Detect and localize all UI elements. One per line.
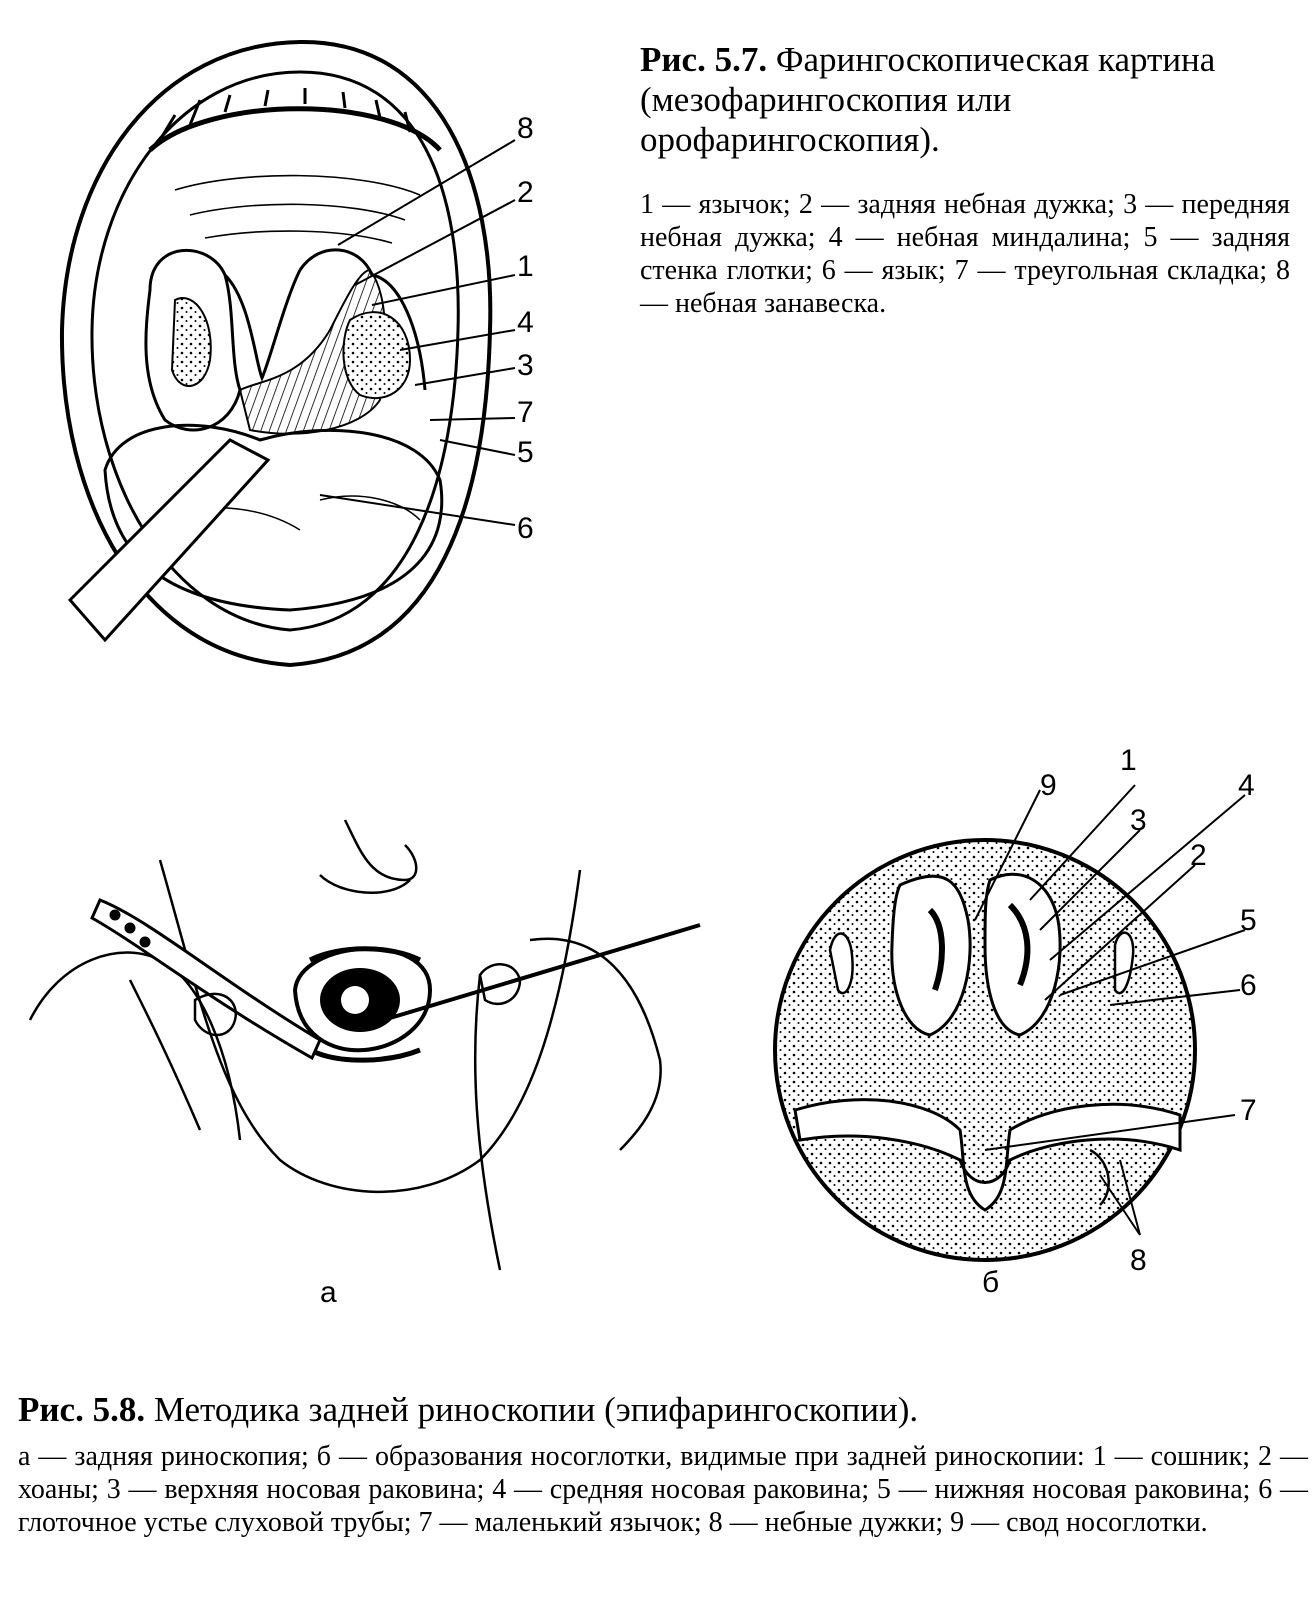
panel-a-label: а bbox=[320, 1276, 337, 1309]
fig58-callout-3: 3 bbox=[1130, 804, 1147, 837]
fig57-callout-3: 3 bbox=[517, 349, 534, 382]
fig58-callout-5: 5 bbox=[1240, 904, 1257, 937]
fig58-title: Методика задней риноскопии (эпифарингоскопии). bbox=[153, 1390, 919, 1429]
rhinoscopy-technique-illustration bbox=[30, 820, 700, 1270]
spatula bbox=[92, 900, 320, 1058]
fig57-callout-8: 8 bbox=[517, 112, 534, 145]
fig57-number: Рис. 5.7. bbox=[640, 40, 768, 79]
fig58-callout-1: 1 bbox=[1120, 744, 1137, 777]
fig58-callout-4: 4 bbox=[1238, 769, 1255, 802]
fig58-callout-6: 6 bbox=[1240, 969, 1257, 1002]
fig58-callout-9: 9 bbox=[1040, 769, 1057, 802]
panel-b-label: б bbox=[982, 1266, 1000, 1299]
fig57-caption-title bbox=[640, 40, 1290, 160]
fig57-callout-7: 7 bbox=[517, 396, 534, 429]
tongue-depressor bbox=[70, 440, 268, 640]
fig58-number: Рис. 5.8. bbox=[18, 1390, 146, 1429]
fig57-callout-5: 5 bbox=[517, 436, 534, 469]
fig57-callout-2: 2 bbox=[517, 176, 534, 209]
fig58-callout-2: 2 bbox=[1190, 839, 1207, 872]
fig58-legend: а — задняя риноскопия; б — образования носоглотки, видимые при задней риноскопии: 1 — сошник; 2 — хоаны; 3 — верхняя носовая раковина; 4 — средняя носовая раковина; 5 — нижняя носовая раковина; 6 — глоточное устье слуховой трубы; 7 — маленький язычок; 8 — небные дужки; 9 — свод носоглотки. bbox=[18, 1441, 1308, 1538]
fig58-callout-8: 8 bbox=[1130, 1244, 1147, 1277]
fig57-legend: 1 — язычок; 2 — задняя небная дужка; 3 — передняя небная дужка; 4 — небная миндалина; 5 — задняя стенка глотки; 6 — язык; 7 — треугольная складка; 8 — небная занавеска. bbox=[640, 189, 1290, 319]
right-tonsil bbox=[343, 312, 410, 398]
nose bbox=[320, 820, 416, 893]
uvula bbox=[225, 270, 300, 378]
fig57-callout-4: 4 bbox=[517, 306, 534, 339]
fig57-title: Фарингоскопическая картина (мезофарингоскопия или орофарингоскопия). bbox=[640, 40, 1216, 159]
right-hand bbox=[475, 939, 660, 1270]
fig57-callouts bbox=[517, 112, 534, 545]
fig57-callout-1: 1 bbox=[517, 250, 534, 283]
nasopharynx-mirror-view bbox=[775, 785, 1245, 1260]
fig58-caption-title bbox=[18, 1390, 1308, 1430]
fig57-callout-6: 6 bbox=[517, 512, 534, 545]
oropharyngoscopy-illustration bbox=[62, 42, 515, 665]
fig58-callout-7: 7 bbox=[1240, 1094, 1257, 1127]
